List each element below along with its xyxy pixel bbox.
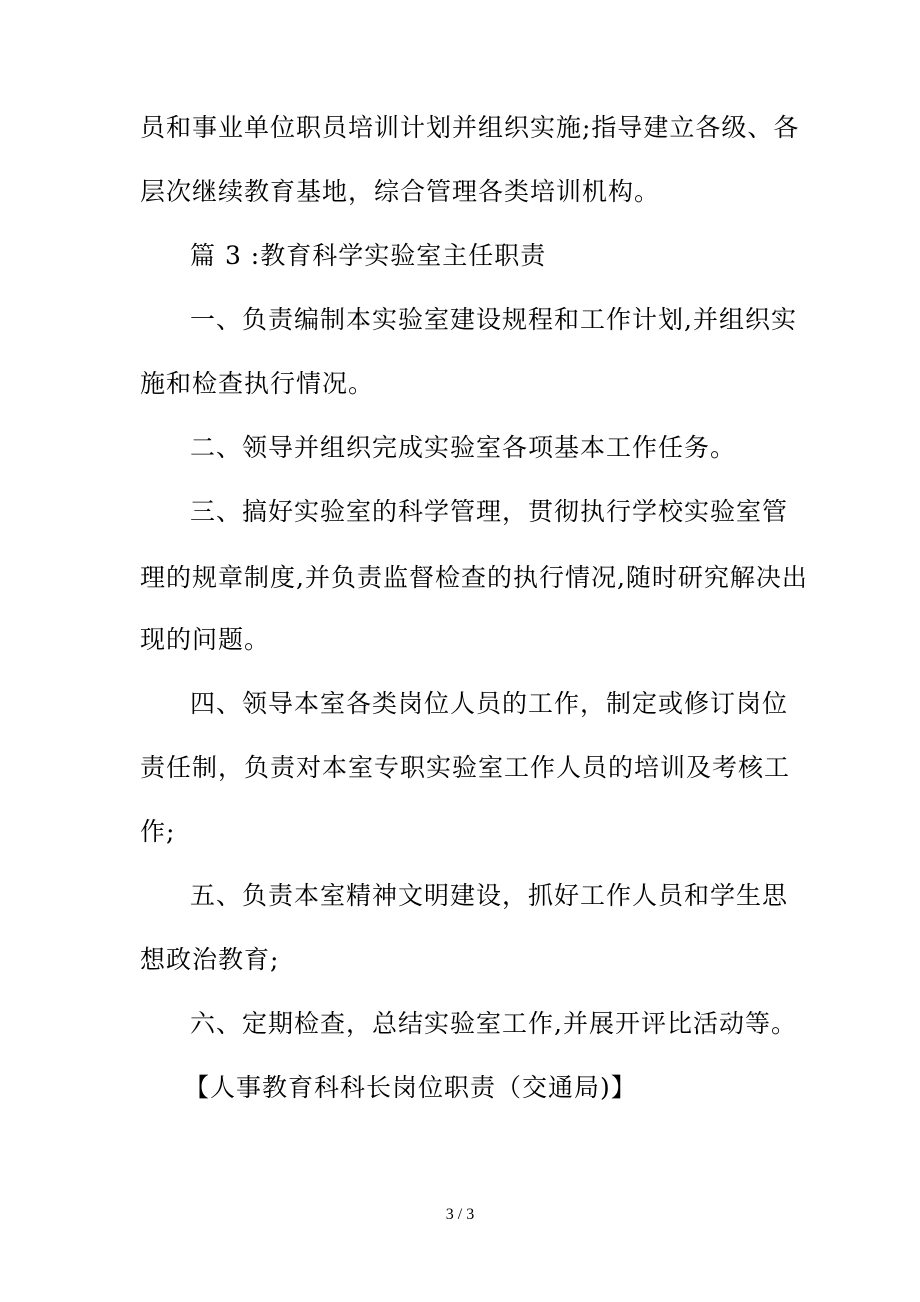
body-text-line: 四、领导本室各类岗位人员的工作，制定或修订岗位: [190, 689, 789, 718]
body-text-line: 想政治教育;: [140, 945, 280, 974]
bracketed-title: 【人事教育科科长岗位职责（交通局)】: [184, 1073, 637, 1102]
section-heading: 篇 3 :教育科学实验室主任职责: [190, 241, 547, 270]
body-text-line: 五、负责本室精神文明建设，抓好工作人员和学生思: [190, 881, 789, 910]
body-text-line: 作;: [140, 817, 176, 846]
body-text-line: 层次继续教育基地，综合管理各类培训机构。: [140, 177, 661, 206]
page-number: 3 / 3: [445, 1206, 475, 1223]
body-text-line: 理的规章制度,并负责监督检查的执行情况,随时研究解决出: [140, 563, 808, 592]
body-text-line: 员和事业单位职员培训计划并组织实施;指导建立各级、各: [140, 113, 800, 142]
body-text-line: 施和检查执行情况。: [140, 369, 375, 398]
body-text-line: 现的问题。: [140, 625, 271, 654]
body-text-line: 二、领导并组织完成实验室各项基本工作任务。: [190, 433, 737, 462]
body-text-line: 责任制，负责对本室专职实验室工作人员的培训及考核工: [140, 753, 791, 782]
body-text-line: 三、搞好实验室的科学管理，贯彻执行学校实验室管: [190, 497, 789, 526]
body-text-line: 六、定期检查，总结实验室工作,并展开评比活动等。: [190, 1009, 797, 1038]
body-text-line: 一、负责编制本实验室建设规程和工作计划,并组织实: [190, 305, 797, 334]
